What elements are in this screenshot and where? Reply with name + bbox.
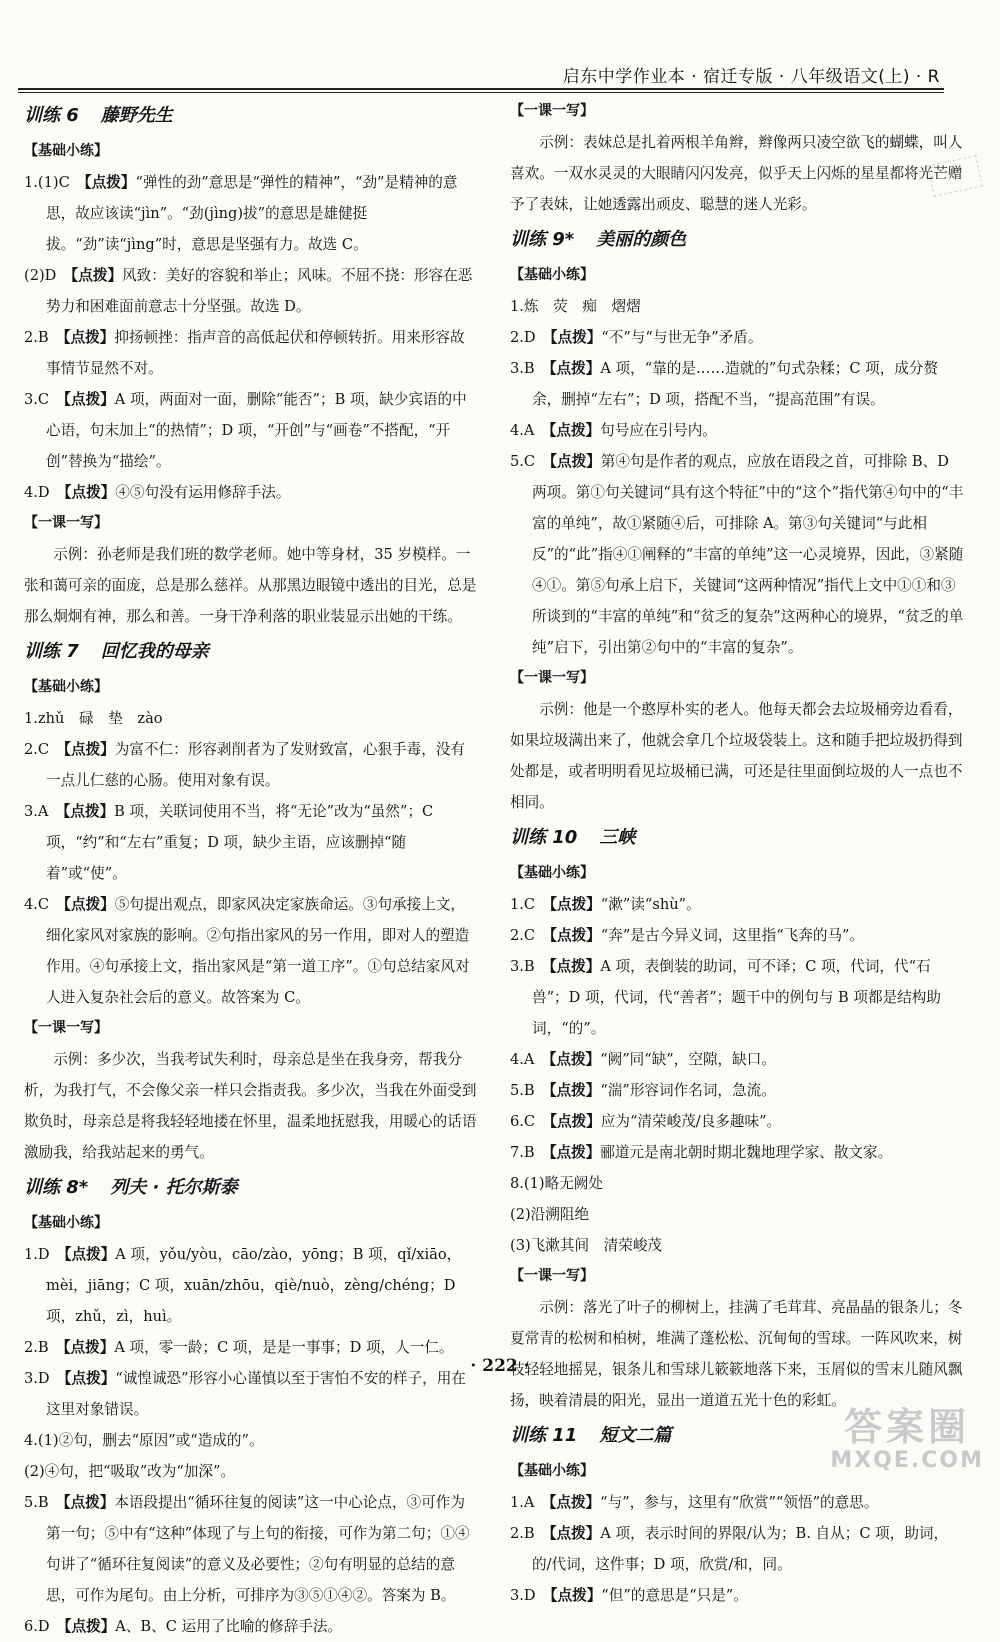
answer-lead: 5.C [510, 453, 550, 470]
answer-item [510, 1168, 965, 1199]
answer-item [510, 353, 965, 415]
answer-kw: 【点拨】 [549, 958, 601, 975]
section-name: 短文二篇 [599, 1425, 672, 1446]
answer-item [510, 1137, 965, 1168]
answer-item [24, 384, 479, 477]
answer-kw: 【点拨】 [64, 1618, 116, 1635]
watermark-url: MXQE.COM [830, 1448, 984, 1473]
section-number: 训练 9* [510, 229, 575, 250]
answer-text: “漱”读“shù”。 [600, 896, 701, 913]
sample-paragraph: 示例：多少次，当我考试失利时，母亲总是坐在我身旁，帮我分析，为我打气，不会像父亲一样只会指责我。多少次，当我在外面受到欺负时，母亲总是将我轻轻地搂在怀里，温柔地抚慰我，用暖心的话语激励我，给我站起来的勇气。 [24, 1051, 477, 1161]
answer-kw: 【点拨】 [84, 174, 136, 191]
answer-text: A 项，两面对一面，删除“能否”；B 项，缺少宾语的中心语，句末加上“的热情”；D 项，“开创”与“画卷”不搭配，“开创”替换为“描绘”。 [46, 391, 467, 470]
answer-item [510, 1487, 965, 1518]
answer-lead: 1.炼 荧 痴 熠熠 [510, 298, 641, 315]
answer-list [24, 1239, 479, 1642]
answer-lead: (2)④句，把“吸取”改为“加深”。 [24, 1463, 236, 1480]
answer-lead: 1.zhǔ 碌 垫 zào [24, 710, 163, 727]
answer-kw: 【点拨】 [64, 484, 116, 501]
subheading: 【基础小练】 [510, 267, 594, 283]
answer-kw: 【点拨】 [70, 267, 123, 284]
answer-list [24, 703, 479, 1013]
answer-text: B 项，关联词使用不当，将“无论”改为“虽然”；C 项，“约”和“左右”重复；D 项，缺少主语，应该删掉“随着”或“使”。 [46, 803, 434, 882]
answer-lead: 2.B [24, 329, 64, 346]
answer-lead: 8.(1)略无阙处 [510, 1175, 603, 1192]
answer-text: “诚惶诚恐”形容小心谨慎以至于害怕不安的样子，用在这里对象错误。 [46, 1370, 466, 1418]
answer-text: A 项，“靠的是……造就的”句式杂糅；C 项，成分赘余，删掉“左右”；D 项，搭配不当，“提高范围”有误。 [532, 360, 939, 408]
answer-lead: 4.C [24, 896, 64, 913]
answer-item [510, 1580, 965, 1611]
answer-item [510, 951, 965, 1044]
section-title [24, 96, 479, 136]
answer-kw: 【点拨】 [64, 1246, 116, 1263]
subheading: 【一课一写】 [510, 670, 594, 686]
answer-item [510, 920, 965, 951]
answer-item [510, 1199, 965, 1230]
answer-kw: 【点拨】 [63, 329, 115, 346]
answer-item [510, 1230, 965, 1261]
answer-text: “阙”同“缺”，空隙，缺口。 [600, 1051, 776, 1068]
answer-text: A 项，yǒu/yòu，cāo/zào，yōng；B 项，qǐ/xiāo，mèi，jiāng；C 项，xuān/zhōu，qiè/nuò，zèng/chéng；D 项，zhǔ，zì，huì。 [46, 1246, 462, 1325]
answer-text: 本语段提出“循环往复的阅读”这一中心论点，③可作为第一句；⑤中有“这种”体现了与上句的衔接，可作为第二句；①④句讲了“循环往复阅读”的意义及必要性；②句有明显的总结的意思，可作为尾句。由上分析，可排序为③⑤①④②。答案为 B。 [46, 1494, 470, 1604]
answer-kw: 【点拨】 [63, 1494, 115, 1511]
subheading: 【基础小练】 [24, 1215, 108, 1231]
answer-kw: 【点拨】 [549, 896, 601, 913]
subheading: 【一课一写】 [24, 1020, 108, 1036]
answer-kw: 【点拨】 [63, 896, 115, 913]
answer-item [24, 703, 479, 734]
answer-lead: 4.(1)②句，删去“原因”或“造成的”。 [24, 1432, 264, 1449]
answer-item [24, 1456, 479, 1487]
answer-text: “弹性的劲”意思是“弹性的精神”，“劲”是精神的意思，故应该读“jìn”。“劲(jìng)拔”的意思是雄健挺拔。“劲”读“jìng”时，意思是坚强有力。故选 C。 [46, 174, 458, 253]
answer-kw: 【点拨】 [549, 360, 601, 377]
section-number: 训练 7 [24, 641, 79, 662]
answer-item [24, 260, 479, 322]
subheading: 【基础小练】 [510, 1463, 594, 1479]
section-title [24, 1168, 479, 1208]
answer-text: A、B、C 运用了比喻的修辞手法。 [115, 1618, 343, 1635]
answer-lead: 3.D [24, 1370, 65, 1387]
answer-lead: 2.D [510, 329, 551, 346]
answer-lead: 3.B [510, 360, 550, 377]
answer-lead: (2)D [24, 267, 71, 284]
running-header: 启东中学作业本 · 宿迁专版 · 八年级语文(上) · R [562, 67, 940, 87]
answer-kw: 【点拨】 [64, 1370, 116, 1387]
answer-kw: 【点拨】 [549, 1051, 601, 1068]
answer-lead: 4.D [24, 484, 65, 501]
subheading: 【一课一写】 [510, 1268, 594, 1284]
section-number: 训练 6 [24, 105, 79, 126]
answer-text: “湍”形容词作名词，急流。 [600, 1082, 776, 1099]
subheading: 【一课一写】 [510, 103, 594, 119]
answer-item [24, 889, 479, 1013]
answer-item [510, 291, 965, 322]
answer-kw: 【点拨】 [63, 1339, 115, 1356]
section-name: 三峡 [599, 827, 636, 848]
answer-lead: 2.C [24, 741, 64, 758]
answer-lead: 1.D [24, 1246, 65, 1263]
answer-lead: 1.(1)C [24, 174, 85, 191]
answer-text: A 项，表倒装的助词，可不译；C 项，代词，代“石兽”；D 项，代词，代“善者”；题干中的例句与 B 项都是结构助词，“的”。 [532, 958, 941, 1037]
section-number: 训练 10 [510, 827, 578, 848]
sample-paragraph: 示例：孙老师是我们班的数学老师。她中等身材，35 岁模样。一张和蔼可亲的面庞，总是那么慈祥。从那黑边眼镜中透出的目光，总是那么炯炯有神，那么和善。一身干净利落的职业装显示出她的干练。 [24, 546, 477, 625]
answer-lead: 3.A [24, 803, 64, 820]
subheading: 【基础小练】 [510, 865, 594, 881]
answer-text: 风致：美好的容貌和举止；风味。不屈不挠：形容在恶势力和困难面前意志十分坚强。故选 D。 [46, 267, 473, 315]
answer-item [24, 796, 479, 889]
watermark-text: 答案圈 [844, 1405, 971, 1449]
answer-item [24, 1425, 479, 1456]
answer-list [510, 1487, 965, 1611]
answer-kw: 【点拨】 [63, 391, 115, 408]
answer-lead: 2.B [24, 1339, 64, 1356]
answer-item [510, 889, 965, 920]
section-title [510, 818, 965, 858]
section-number: 训练 11 [510, 1425, 578, 1446]
answer-text: 应为“清荣峻茂/良多趣味”。 [600, 1113, 782, 1130]
section-title [510, 220, 965, 260]
answer-kw: 【点拨】 [549, 422, 601, 439]
section-name: 列夫 · 托尔斯泰 [110, 1177, 238, 1198]
section-name: 藤野先生 [100, 105, 173, 126]
answer-list [510, 291, 965, 663]
answer-item [510, 1075, 965, 1106]
answer-text: “奔”是古今异义词，这里指“飞奔的马”。 [600, 927, 865, 944]
header-rule [18, 88, 944, 93]
left-column [24, 96, 479, 1642]
answer-kw: 【点拨】 [549, 1525, 601, 1542]
section-number: 训练 8* [24, 1177, 89, 1198]
answer-kw: 【点拨】 [549, 927, 601, 944]
answer-item [24, 734, 479, 796]
answer-lead: 3.B [510, 958, 550, 975]
answer-kw: 【点拨】 [63, 803, 115, 820]
subheading: 【一课一写】 [24, 515, 108, 531]
section-name: 回忆我的母亲 [100, 641, 209, 662]
right-column [510, 96, 965, 1611]
answer-item [510, 1106, 965, 1137]
sample-paragraph: 示例：落光了叶子的柳树上，挂满了毛茸茸、亮晶晶的银条儿；冬夏常青的松树和柏树，堆满了蓬松松、沉甸甸的雪球。一阵风吹来，树枝轻轻地摇晃，银条儿和雪球儿簌簌地落下来，玉屑似的雪末儿随风飘扬，映着清晨的阳光，显出一道道五光十色的彩虹。 [510, 1299, 963, 1409]
sample-paragraph: 示例：表妹总是扎着两根羊角辫，辫像两只凌空欲飞的蝴蝶，叫人喜欢。一双水灵灵的大眼睛闪闪发亮，似乎天上闪烁的星星都将光芒赠予了表妹，让她透露出顽皮、聪慧的迷人光彩。 [510, 134, 963, 213]
answer-lead: 1.C [510, 896, 550, 913]
page-number: · 222 · [470, 1356, 530, 1376]
answer-text: 抑扬顿挫：指声音的高低起伏和停顿转折。用来形容故事情节显然不对。 [46, 329, 465, 377]
answer-kw: 【点拨】 [549, 1082, 601, 1099]
section-name: 美丽的颜色 [596, 229, 687, 250]
watermark-logo [830, 1405, 984, 1473]
answer-kw: 【点拨】 [549, 1144, 601, 1161]
answer-kw: 【点拨】 [63, 741, 115, 758]
answer-lead: 5.B [510, 1082, 550, 1099]
answer-item [510, 1044, 965, 1075]
answer-kw: 【点拨】 [550, 329, 602, 346]
answer-lead: 5.B [24, 1494, 64, 1511]
answer-item [24, 322, 479, 384]
answer-kw: 【点拨】 [550, 1587, 602, 1604]
answer-item [24, 477, 479, 508]
answer-text: “但”的意思是“只是”。 [601, 1587, 748, 1604]
answer-text: 句号应在引号内。 [600, 422, 717, 439]
section-title [24, 632, 479, 672]
answer-item [510, 446, 965, 663]
answer-text: ④⑤句没有运用修辞手法。 [115, 484, 291, 501]
sample-paragraph: 示例：他是一个憨厚朴实的老人。他每天都会去垃圾桶旁边看看，如果垃圾满出来了，他就会拿几个垃圾袋装上。这和随手把垃圾扔得到处都是，或者明明看见垃圾桶已满，可还是往里面倒垃圾的人一点也不相同。 [510, 701, 963, 811]
answer-text: ⑤句提出观点，即家风决定家族命运。③句承接上文，细化家风对家族的影响。②句指出家风的另一作用，即对人的塑造作用。④句承接上文，指出家风是“第一道工序”。①句总结家风对人进入复杂社会后的意义。故答案为 C。 [46, 896, 470, 1006]
answer-lead: 4.A [510, 1051, 550, 1068]
answer-text: A 项，零一龄；C 项，是是一事事；D 项，人一仁。 [114, 1339, 454, 1356]
answer-kw: 【点拨】 [549, 1113, 601, 1130]
answer-text: 郦道元是南北朝时期北魏地理学家、散文家。 [600, 1144, 893, 1161]
answer-item [510, 322, 965, 353]
answer-item [24, 1239, 479, 1332]
answer-item [24, 167, 479, 260]
answer-lead: 2.C [510, 927, 550, 944]
answer-lead: 6.D [24, 1618, 65, 1635]
answer-kw: 【点拨】 [549, 1494, 601, 1511]
answer-lead: 7.B [510, 1144, 550, 1161]
answer-list [510, 889, 965, 1261]
answer-item [510, 1518, 965, 1580]
answer-text: 第④句是作者的观点，应放在语段之首，可排除 B、D 两项。第①句关键词“具有这个特征”中的“这个”指代第④句中的“丰富的单纯”，故①紧随④后，可排除 A。第③句关键词“与此相反”的“此”指④①阐释的“丰富的单纯”这一心灵境界，因此，③紧随④①。第⑤句承上启下，关键词“这两种情况”指代上文中①①和③所谈到的“丰富的单纯”和“贫乏的复杂”这两种心的境界，“贫乏的单纯”启下，引出第②句中的“丰富的复杂”。 [532, 453, 964, 656]
answer-lead: 2.B [510, 1525, 550, 1542]
answer-lead: 3.D [510, 1587, 551, 1604]
subheading: 【基础小练】 [24, 679, 108, 695]
answer-lead: 3.C [24, 391, 64, 408]
answer-lead: (2)沿溯阻绝 [510, 1206, 590, 1223]
answer-list [24, 167, 479, 508]
answer-kw: 【点拨】 [549, 453, 601, 470]
answer-item [24, 1487, 479, 1611]
answer-lead: 6.C [510, 1113, 550, 1130]
answer-text: 为富不仁：形容剥削者为了发财致富，心狠手毒，没有一点儿仁慈的心肠。使用对象有误。 [46, 741, 466, 789]
answer-text: “与”，参与，这里有“欣赏”“领悟”的意思。 [600, 1494, 879, 1511]
answer-text: A 项，表示时间的界限/认为；B. 自从；C 项，助词，的/代词，这件事；D 项，欣赏/和，同。 [532, 1525, 949, 1573]
answer-item [510, 415, 965, 446]
answer-lead: 4.A [510, 422, 550, 439]
answer-item [24, 1611, 479, 1642]
subheading: 【基础小练】 [24, 143, 108, 159]
answer-lead: (3)飞漱其间 清荣峻茂 [510, 1237, 663, 1254]
answer-text: “不”与“与世无争”矛盾。 [601, 329, 763, 346]
answer-lead: 1.A [510, 1494, 550, 1511]
